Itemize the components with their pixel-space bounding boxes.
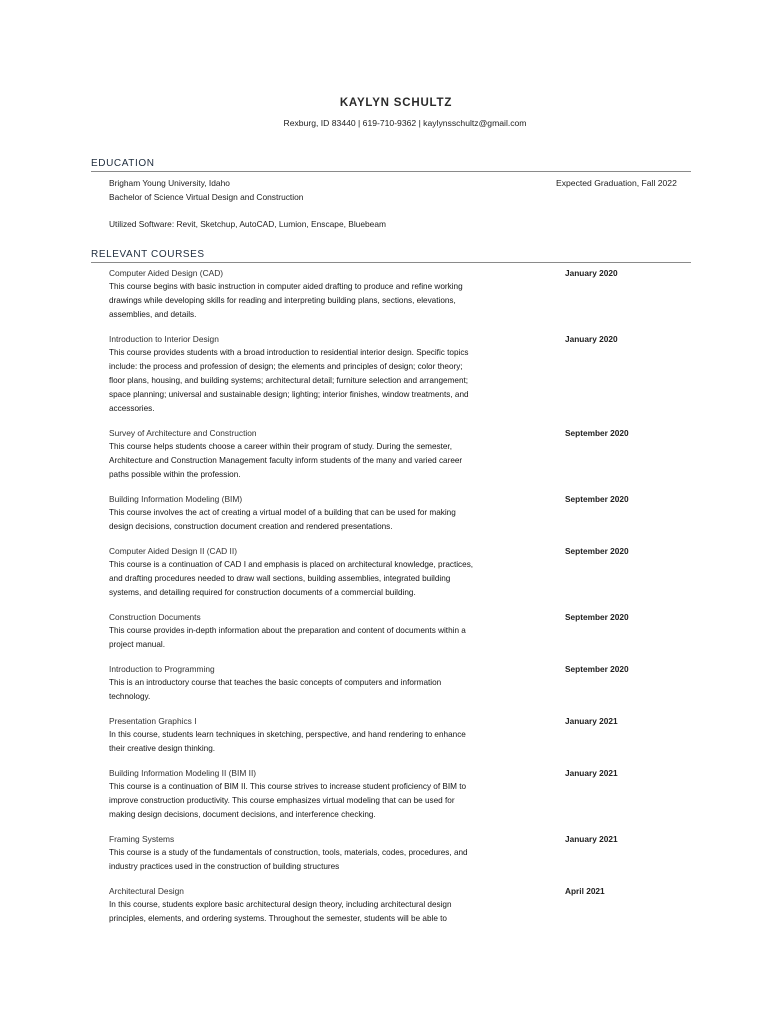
course-description-line: This course begins with basic instruction in computer aided drafting to produce and refine working (109, 282, 463, 291)
course-item (91, 544, 691, 600)
degree-row (91, 190, 691, 204)
course-date: January 2021 (565, 768, 618, 778)
course-description-line: systems, and detailing required for construction documents of a commercial building. (109, 588, 416, 597)
course-description-line: This course is a study of the fundamentals of construction, tools, materials, codes, procedures, and (109, 848, 468, 857)
course-header-row (91, 662, 691, 676)
course-item (91, 714, 691, 756)
course-item (91, 884, 691, 926)
course-description-line: principles, elements, and ordering systems. Throughout the semester, students will be able to (109, 914, 447, 923)
course-header-row (91, 884, 691, 898)
course-title: Building Information Modeling II (BIM II) (109, 768, 257, 778)
course-header-row (91, 332, 691, 346)
course-date: September 2020 (565, 664, 629, 674)
course-item (91, 610, 691, 652)
course-date: September 2020 (565, 494, 629, 504)
course-description-line: industry practices used in the construction of building structures (109, 862, 340, 871)
course-date: September 2020 (565, 428, 629, 438)
course-item (91, 492, 691, 534)
course-title: Computer Aided Design (CAD) (109, 268, 224, 278)
course-description-line: This course is a continuation of CAD I and emphasis is placed on architectural knowledge, practices, (109, 560, 474, 569)
course-description-line: project manual. (109, 640, 165, 649)
education-school-row (91, 176, 691, 190)
course-description-line: In this course, students learn techniques in sketching, perspective, and hand rendering to enhance (109, 730, 466, 739)
course-description-line: In this course, students explore basic architectural design theory, including architectural design (109, 900, 452, 909)
course-description-line: drawings while developing skills for reading and interpreting building plans, sections, elevations, (109, 296, 456, 305)
course-title: Construction Documents (109, 612, 201, 622)
course-date: January 2020 (565, 334, 618, 344)
course-header-row (91, 714, 691, 728)
course-description-line: Architecture and Construction Management faculty inform students of the many and varied career (109, 456, 463, 465)
course-description-line: their creative design thinking. (109, 744, 216, 753)
course-date: September 2020 (565, 546, 629, 556)
course-item (91, 266, 691, 322)
course-description-line: making design decisions, document decisions, and interference checking. (109, 810, 376, 819)
course-description-line: floor plans, housing, and building systems; architectural detail; furniture selection and arrangement; (109, 376, 469, 385)
course-header-row (91, 266, 691, 280)
candidate-name: KAYLYN SCHULTZ (339, 97, 453, 109)
course-description-line: This course provides in-depth information about the preparation and content of documents within a (109, 626, 466, 635)
course-date: January 2020 (565, 268, 618, 278)
course-description-line: technology. (109, 692, 151, 701)
education-heading: EDUCATION (91, 157, 691, 172)
course-item (91, 426, 691, 482)
software-list: Utilized Software: Revit, Sketchup, AutoCAD, Lumion, Enscape, Bluebeam (109, 219, 386, 229)
course-title: Introduction to Programming (109, 664, 215, 674)
course-header-row (91, 544, 691, 558)
course-title: Framing Systems (109, 834, 175, 844)
course-title: Presentation Graphics I (109, 716, 197, 726)
course-title: Computer Aided Design II (CAD II) (109, 546, 238, 556)
course-description-line: and drafting procedures needed to draw wall sections, building assemblies, integrated building (109, 574, 451, 583)
course-description-line: This course helps students choose a career within their program of study. During the semester, (109, 442, 452, 451)
course-description-line: accessories. (109, 404, 155, 413)
course-description-line: This course is a continuation of BIM II. This course strives to increase student proficiency of BIM to (109, 782, 467, 791)
course-description-line: paths possible within the profession. (109, 470, 241, 479)
course-item (91, 832, 691, 874)
course-list (91, 266, 691, 926)
course-header-row (91, 492, 691, 506)
contact-info: Rexburg, ID 83440 | 619-710-9362 | kaylynsschultz@gmail.com (283, 118, 527, 128)
course-header-row (91, 832, 691, 846)
course-date: January 2021 (565, 716, 618, 726)
course-date: September 2020 (565, 612, 629, 622)
courses-heading: RELEVANT COURSES (91, 248, 691, 263)
course-date: January 2021 (565, 834, 618, 844)
school-name: Brigham Young University, Idaho (109, 178, 230, 188)
course-item (91, 332, 691, 416)
course-description-line: include: the process and profession of design; the elements and principles of design; color theory; (109, 362, 463, 371)
course-header-row (91, 610, 691, 624)
course-header-row (91, 426, 691, 440)
course-date: April 2021 (565, 886, 605, 896)
course-description-line: assemblies, and details. (109, 310, 197, 319)
software-row (91, 217, 691, 231)
course-item (91, 662, 691, 704)
course-description-line: This course provides students with a broad introduction to residential interior design. Specific topics (109, 348, 469, 357)
graduation-date: Expected Graduation, Fall 2022 (556, 178, 677, 188)
education-section (91, 157, 691, 231)
course-header-row (91, 766, 691, 780)
course-title: Introduction to Interior Design (109, 334, 219, 344)
course-description-line: space planning; universal and sustainable design; lighting; interior finishes, window treatments, and (109, 390, 469, 399)
course-title: Building Information Modeling (BIM) (109, 494, 243, 504)
course-title: Architectural Design (109, 886, 184, 896)
course-description-line: design decisions, construction document creation and rendered presentations. (109, 522, 393, 531)
degree-name: Bachelor of Science Virtual Design and Construction (109, 192, 304, 202)
course-description-line: This is an introductory course that teaches the basic concepts of computers and information (109, 678, 442, 687)
course-description-line: improve construction productivity. This course emphasizes virtual modeling that can be used for (109, 796, 455, 805)
course-item (91, 766, 691, 822)
course-description-line: This course involves the act of creating a virtual model of a building that can be used for making (109, 508, 456, 517)
course-title: Survey of Architecture and Construction (109, 428, 257, 438)
relevant-courses-section (91, 248, 691, 936)
